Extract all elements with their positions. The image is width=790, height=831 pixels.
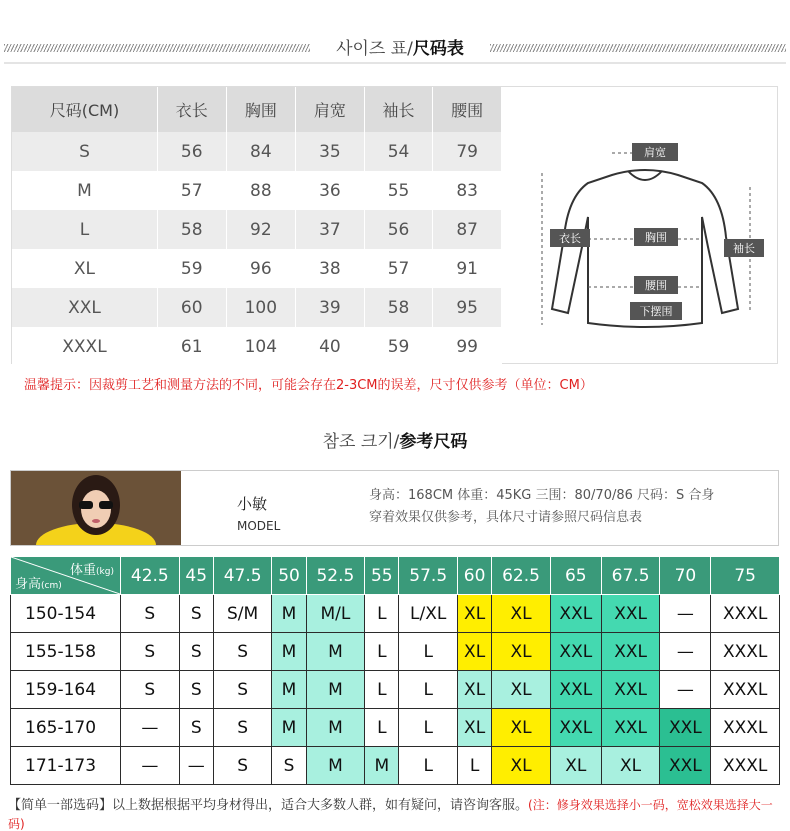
size-table-header (0, 30, 790, 64)
size-cell: M (306, 633, 365, 671)
cell: 56 (157, 132, 226, 171)
garment-measurement-diagram (512, 87, 778, 363)
size-cell: L (365, 633, 399, 671)
size-cell: XXL (601, 633, 660, 671)
cell: XL (12, 249, 157, 288)
weight-header-row (11, 557, 780, 595)
size-cell: — (179, 747, 213, 785)
size-cell: L (458, 747, 492, 785)
size-cell: L (365, 595, 399, 633)
size-cell: M (306, 709, 365, 747)
weight-header: 55 (365, 557, 399, 595)
size-cell: M (272, 633, 306, 671)
model-photo-illustration (11, 471, 181, 545)
cell: 100 (226, 288, 296, 327)
size-cell: M (272, 671, 306, 709)
size-cell: XL (492, 633, 551, 671)
note-red-text: (注：修身效果选择小一码，宽松效果选择大一码) (8, 798, 773, 831)
size-cell: XL (458, 671, 492, 709)
size-cell: — (121, 709, 180, 747)
cell: M (12, 171, 157, 210)
model-photo (11, 471, 181, 545)
size-cell: S (179, 595, 213, 633)
size-cell: XL (601, 747, 660, 785)
col-header: 腰围 (433, 87, 502, 132)
table-row (11, 709, 780, 747)
size-advice-note (8, 796, 788, 831)
cell: XXL (12, 288, 157, 327)
weight-header: 75 (711, 557, 780, 595)
height-range: 159-164 (11, 671, 121, 709)
size-cell: XXL (550, 595, 601, 633)
weight-header: 52.5 (306, 557, 365, 595)
weight-label: 体重 (70, 563, 97, 578)
size-cell: XXXL (711, 747, 780, 785)
size-table-section (11, 86, 778, 364)
size-cell: XXL (601, 709, 660, 747)
model-measurements (369, 485, 774, 529)
size-cell: S (179, 633, 213, 671)
size-cell: XL (492, 747, 551, 785)
label-length: 衣长 (559, 232, 581, 245)
size-cell: S (213, 671, 272, 709)
cell: 38 (296, 249, 365, 288)
label-hem: 下摆围 (639, 305, 673, 318)
cell: 55 (364, 171, 433, 210)
table-row (12, 210, 502, 249)
cell: 37 (296, 210, 365, 249)
cell: 84 (226, 132, 296, 171)
size-cell: L (399, 709, 458, 747)
size-cell: S (179, 709, 213, 747)
height-range: 165-170 (11, 709, 121, 747)
weight-header: 42.5 (121, 557, 180, 595)
header-rule (4, 62, 786, 64)
title-korean: 참조 크기/ (322, 432, 400, 452)
weight-header: 60 (458, 557, 492, 595)
size-cell: S (179, 671, 213, 709)
size-cell: XXXL (711, 595, 780, 633)
cell: 39 (296, 288, 365, 327)
height-unit: (cm) (41, 581, 62, 591)
size-cell: XXL (550, 709, 601, 747)
weight-header: 47.5 (213, 557, 272, 595)
cell: 57 (157, 171, 226, 210)
title-chinese: 尺码表 (412, 39, 464, 59)
size-cell: L (399, 671, 458, 709)
reference-size-chart (10, 556, 780, 785)
cell: 99 (433, 327, 502, 366)
size-cell: XXXL (711, 709, 780, 747)
cell: 95 (433, 288, 502, 327)
cell: XXXL (12, 327, 157, 366)
cell: 88 (226, 171, 296, 210)
size-cell: S (213, 633, 272, 671)
size-cell: S (272, 747, 306, 785)
size-cell: XXXL (711, 671, 780, 709)
size-cell: XXL (660, 747, 711, 785)
cell: 59 (157, 249, 226, 288)
model-subtitle: MODEL (237, 519, 281, 533)
size-cell: S (121, 595, 180, 633)
table-row (12, 327, 502, 366)
cell: 40 (296, 327, 365, 366)
table-row (12, 171, 502, 210)
size-cell: L (365, 671, 399, 709)
weight-header: 62.5 (492, 557, 551, 595)
note-main-text: 【简单一部选码】以上数据根据平均身材得出，适合大多数人群，如有疑问，请咨询客服。 (8, 798, 529, 813)
title-korean: 사이즈 표/ (336, 39, 413, 59)
cell: 59 (364, 327, 433, 366)
cell: 83 (433, 171, 502, 210)
weight-header: 45 (179, 557, 213, 595)
height-range: 150-154 (11, 595, 121, 633)
corner-weight-label (70, 559, 114, 578)
size-cell: M/L (306, 595, 365, 633)
cell: 104 (226, 327, 296, 366)
size-cell: XXL (660, 709, 711, 747)
label-waist: 腰围 (645, 279, 667, 292)
size-table-header-row (12, 87, 502, 132)
weight-header: 50 (272, 557, 306, 595)
size-cell: XL (458, 709, 492, 747)
size-cell: XL (492, 671, 551, 709)
label-sleeve: 袖长 (733, 242, 755, 255)
cell: 91 (433, 249, 502, 288)
model-info-line: 身高：168CM 体重：45KG 三围：80/70/86 尺码：S 合身 (369, 488, 715, 503)
weight-header: 57.5 (399, 557, 458, 595)
size-cell: M (306, 747, 365, 785)
height-label: 身高 (15, 577, 42, 592)
table-row (11, 595, 780, 633)
size-table-title (320, 34, 480, 59)
cell: 58 (364, 288, 433, 327)
table-row (12, 132, 502, 171)
label-shoulder: 肩宽 (644, 146, 666, 159)
title-chinese: 参考尺码 (399, 432, 468, 452)
cell: 58 (157, 210, 226, 249)
cell: 79 (433, 132, 502, 171)
size-cell: XXL (601, 671, 660, 709)
cell: 56 (364, 210, 433, 249)
size-cell: — (121, 747, 180, 785)
corner-height-label (15, 573, 62, 592)
table-row (11, 633, 780, 671)
header-hatch-right (490, 44, 786, 52)
size-cell: M (272, 709, 306, 747)
weight-header: 65 (550, 557, 601, 595)
size-cell: XL (492, 595, 551, 633)
size-cell: XL (458, 633, 492, 671)
cell: 60 (157, 288, 226, 327)
size-cell: XXL (601, 595, 660, 633)
size-cell: XXL (550, 671, 601, 709)
cell: S (12, 132, 157, 171)
height-range: 155-158 (11, 633, 121, 671)
model-info-line: 穿着效果仅供参考，具体尺寸请参照尺码信息表 (369, 510, 643, 525)
reference-size-header (296, 427, 494, 451)
col-header: 尺码(CM) (12, 87, 157, 132)
height-range: 171-173 (11, 747, 121, 785)
size-cell: XL (458, 595, 492, 633)
size-cell: XL (550, 747, 601, 785)
chart-corner-cell (11, 557, 121, 595)
model-info-box (10, 470, 779, 546)
cell: 36 (296, 171, 365, 210)
size-cell: L (399, 633, 458, 671)
cell: 92 (226, 210, 296, 249)
cell: 96 (226, 249, 296, 288)
size-cell: M (365, 747, 399, 785)
size-cell: M (272, 595, 306, 633)
size-cell: — (660, 633, 711, 671)
label-chest: 胸围 (645, 231, 667, 244)
table-row (11, 747, 780, 785)
size-cell: L (399, 747, 458, 785)
size-cell: S/M (213, 595, 272, 633)
col-header: 袖长 (364, 87, 433, 132)
cell: 54 (364, 132, 433, 171)
measurement-tip: 温馨提示：因裁剪工艺和测量方法的不同，可能会存在2-3CM的误差，尺寸仅供参考（单位：CM） (24, 378, 593, 393)
cell: L (12, 210, 157, 249)
model-name: 小敏 (237, 495, 268, 513)
size-cell: XL (492, 709, 551, 747)
size-cell: S (213, 747, 272, 785)
weight-unit: (kg) (96, 567, 114, 577)
size-cell: L/XL (399, 595, 458, 633)
size-cell: S (121, 633, 180, 671)
cell: 87 (433, 210, 502, 249)
size-cell: — (660, 671, 711, 709)
table-row (12, 288, 502, 327)
size-table (12, 87, 502, 366)
col-header: 胸围 (226, 87, 296, 132)
table-row (11, 671, 780, 709)
header-hatch-left (4, 44, 310, 52)
col-header: 肩宽 (296, 87, 365, 132)
size-cell: S (213, 709, 272, 747)
cell: 57 (364, 249, 433, 288)
size-cell: XXXL (711, 633, 780, 671)
size-cell: L (365, 709, 399, 747)
size-cell: XXL (550, 633, 601, 671)
table-row (12, 249, 502, 288)
size-cell: — (660, 595, 711, 633)
weight-header: 67.5 (601, 557, 660, 595)
col-header: 衣长 (157, 87, 226, 132)
size-cell: M (306, 671, 365, 709)
cell: 35 (296, 132, 365, 171)
cell: 61 (157, 327, 226, 366)
size-cell: S (121, 671, 180, 709)
weight-header: 70 (660, 557, 711, 595)
